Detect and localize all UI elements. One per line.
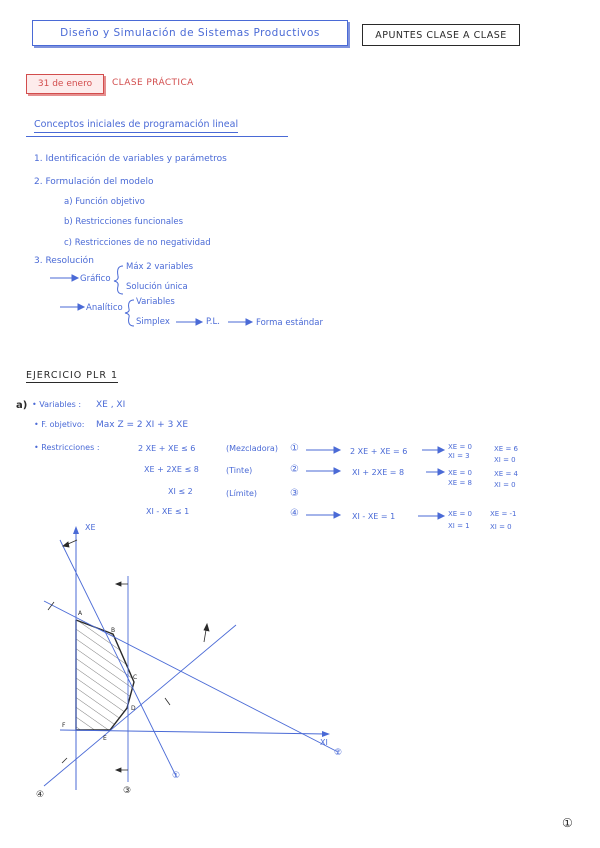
line-4-label: ④: [36, 790, 45, 800]
restriction-2-name: (Tinte): [226, 466, 253, 475]
objective-label: • F. objetivo:: [34, 420, 85, 429]
restriction-3-name: (Límite): [226, 489, 257, 498]
line-1-label: ①: [172, 771, 181, 781]
restriction-1-num: ①: [290, 443, 299, 454]
restriction-1-pt1a: XE = 0: [448, 443, 472, 451]
restriction-2-expr: XE + 2XE ≤ 8: [144, 465, 199, 474]
sub-item-a: a) Función objetivo: [64, 197, 145, 207]
class-type-label: CLASE PRÁCTICA: [112, 78, 194, 88]
sub-item-b: b) Restricciones funcionales: [64, 217, 184, 227]
sub-item-c: c) Restricciones de no negatividad: [64, 238, 211, 248]
x-axis-label: XI: [320, 738, 328, 747]
restriction-4-eq: XI - XE = 1: [352, 512, 396, 521]
restriction-1-eq: 2 XE + XE = 6: [350, 447, 408, 456]
line-2-label: ②: [334, 748, 343, 758]
vertex-f: F: [62, 722, 66, 729]
restriction-3-num: ③: [290, 488, 299, 499]
restriction-3-expr: XI ≤ 2: [168, 487, 193, 496]
restrictions-label: • Restricciones :: [34, 443, 100, 452]
graphic-option-2: Solución única: [126, 282, 188, 292]
restriction-2-num: ②: [290, 464, 299, 475]
y-axis-arrow: [73, 526, 79, 534]
restriction-4-pt1a: XE = 0: [448, 510, 472, 518]
restriction-1-pt1b: XI = 3: [448, 452, 470, 460]
restriction-2-pt1b: XE = 8: [448, 479, 472, 487]
standard-form-label: Forma estándar: [256, 318, 324, 328]
y-axis-label: XE: [85, 523, 96, 532]
analytic-option-2: Simplex: [136, 317, 170, 327]
graphic-option-1: Máx 2 variables: [126, 262, 194, 272]
restriction-1-pt2a: XE = 6: [494, 445, 518, 453]
vertex-b: B: [111, 627, 116, 634]
document-title: Diseño y Simulación de Sistemas Productivos: [32, 20, 348, 46]
restriction-2-pt2a: XE = 4: [494, 470, 518, 478]
vertex-e: E: [103, 735, 107, 742]
restriction-4-num: ④: [290, 508, 299, 519]
restriction-2-pt2b: XI = 0: [494, 481, 516, 489]
concept-item-2: 2. Formulación del modelo: [34, 177, 154, 187]
restriction-1-name: (Mezcladora): [226, 444, 278, 453]
x-axis-line: [60, 730, 326, 734]
date-badge: 31 de enero: [26, 74, 104, 94]
restriction-4-pt2b: XI = 0: [490, 523, 512, 531]
pl-label: P.L.: [206, 317, 220, 327]
variables-label: • Variables :: [32, 400, 82, 409]
restriction-2-pt1a: XE = 0: [448, 469, 472, 477]
vertex-c: C: [133, 674, 138, 681]
subject-label: APUNTES CLASE A CLASE: [362, 24, 520, 46]
line-3-label: ③: [123, 786, 132, 796]
page-number: ①: [562, 816, 573, 830]
x-axis-arrow: [322, 731, 330, 737]
restriction-1-expr: 2 XE + XE ≤ 6: [138, 444, 196, 453]
objective-value: Max Z = 2 XI + 3 XE: [96, 420, 189, 430]
restriction-4-pt2a: XE = -1: [490, 510, 517, 518]
graphic-method: Gráfico: [80, 274, 111, 284]
concepts-heading-text: Conceptos iniciales de programación lineal: [34, 119, 238, 133]
feasible-region: [76, 620, 134, 730]
restriction-1-pt2b: XI = 0: [494, 456, 516, 464]
exercise-heading: EJERCICIO PLR 1: [26, 370, 118, 381]
concept-item-3: 3. Resolución: [34, 256, 94, 266]
analytic-method: Analítico: [86, 303, 123, 313]
restriction-4-expr: XI - XE ≤ 1: [146, 507, 190, 516]
part-label: a): [16, 400, 28, 411]
restriction-2-eq: XI + 2XE = 8: [352, 468, 405, 477]
vertex-d: D: [131, 705, 136, 712]
restriction-4-pt1b: XI = 1: [448, 522, 470, 530]
variables-value: XE , XI: [96, 400, 126, 410]
line-4: [44, 625, 236, 786]
vertex-a: A: [78, 610, 83, 617]
concept-item-1: 1. Identificación de variables y parámetros: [34, 154, 227, 164]
analytic-option-1: Variables: [136, 297, 175, 307]
